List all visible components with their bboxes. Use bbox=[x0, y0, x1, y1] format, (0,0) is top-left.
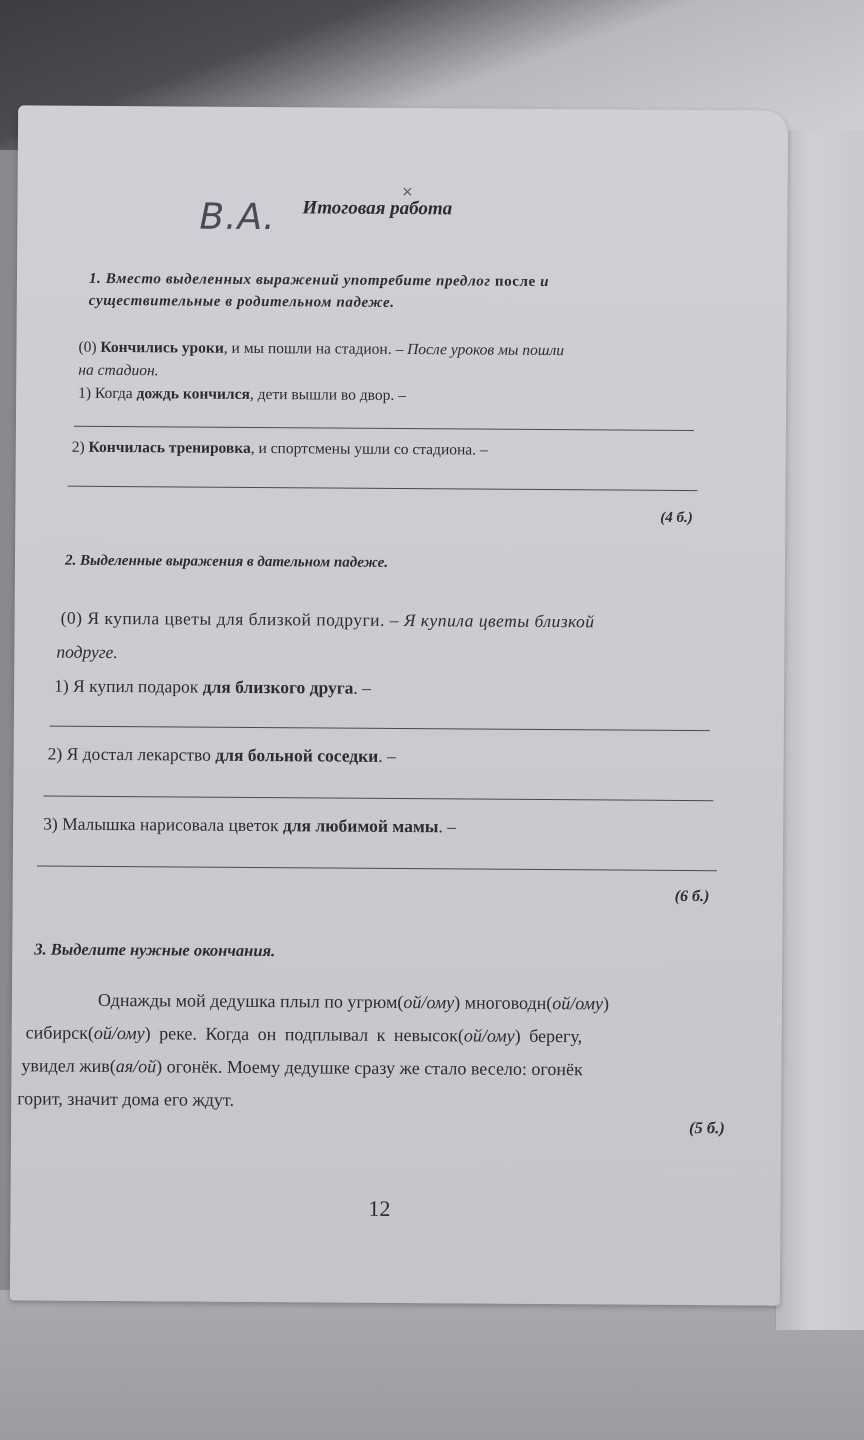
task2-answer-line-1[interactable] bbox=[50, 726, 710, 732]
task2-item1: 1) Я купил подарок для близкого друга. – bbox=[54, 675, 372, 698]
task2-answer-line-2[interactable] bbox=[43, 796, 713, 802]
task2-example: (0) Я купила цветы для близкой подруги. – Я купила цветы близкой bbox=[60, 607, 595, 632]
task1-item2: 2) Кончилась тренировка, и спортсмены ушли со стадиона. – bbox=[71, 438, 488, 459]
task1-answer-line-1[interactable] bbox=[74, 426, 694, 431]
task2-item2: 2) Я достал лекарство для больной соседки. – bbox=[47, 743, 396, 766]
task2-answer-line-3[interactable] bbox=[37, 865, 717, 871]
task3-text-line1: Однажды мой дедушка плыл по угрюм(ой/ому) многоводн(ой/ому) bbox=[97, 989, 610, 1014]
task2-score: (6 б.) bbox=[674, 887, 710, 906]
task2-item3: 3) Малышка нарисовала цветок для любимой мамы. – bbox=[43, 813, 457, 837]
task2-example-answer-cont: подруге. bbox=[56, 641, 118, 663]
page-number: 12 bbox=[368, 1195, 391, 1221]
handwritten-initials: В.А. bbox=[199, 196, 276, 239]
task1-instruction-line1: 1. Вместо выделенных выражений употребите предлог после и bbox=[88, 270, 550, 291]
adjacent-page bbox=[775, 130, 864, 1330]
task3-text-line4: горит, значит дома его ждут. bbox=[17, 1088, 235, 1110]
task1-instruction-line2: существительные в родительном падеже. bbox=[88, 292, 395, 311]
task1-answer-line-2[interactable] bbox=[68, 486, 698, 491]
table-surface bbox=[0, 1290, 864, 1440]
correction-mark: × bbox=[401, 184, 414, 201]
page-title: Итоговая работа bbox=[302, 197, 453, 220]
task1-example: (0) Кончились уроки, и мы пошли на стадион. – После уроков мы пошли bbox=[78, 338, 565, 360]
task2-instruction: 2. Выделенные выражения в дательном падеже. bbox=[64, 552, 389, 571]
task3-score: (5 б.) bbox=[688, 1118, 725, 1138]
task3-text-line2: сибирск(ой/ому) реке. Когда он подплывал к невысок(ой/ому) берегу, bbox=[25, 1022, 583, 1047]
task1-item1: 1) Когда дождь кончился, дети вышли во двор. – bbox=[78, 384, 406, 405]
task1-example-answer-cont: на стадион. bbox=[78, 361, 159, 380]
task3-text-line3: увидел жив(ая/ой) огонёк. Моему дедушке сразу же стало весело: огонёк bbox=[21, 1055, 583, 1080]
task3-instruction: 3. Выделите нужные окончания. bbox=[34, 939, 276, 961]
worksheet-page bbox=[10, 105, 788, 1305]
task1-score: (4 б.) bbox=[660, 509, 693, 527]
